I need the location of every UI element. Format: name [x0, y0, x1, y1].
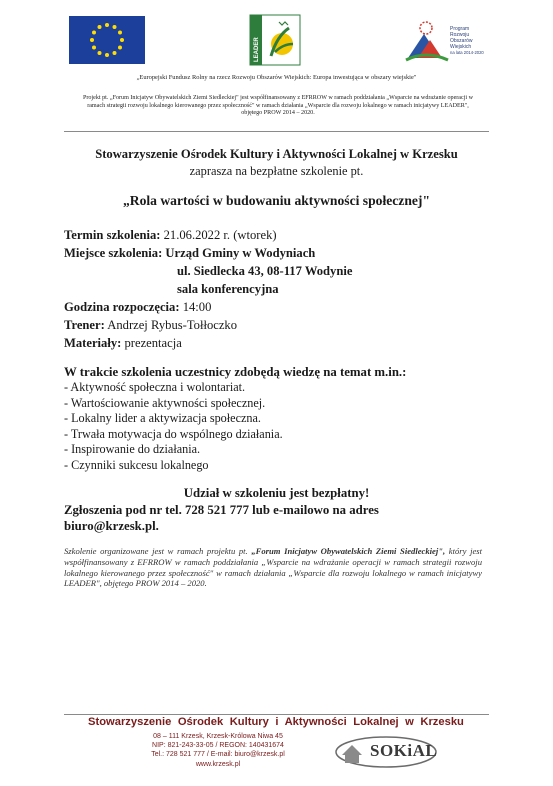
- training-place-value: Urząd Gminy w Wodyniach: [162, 246, 316, 260]
- sokial-logo-text: SOKiAL: [370, 741, 438, 760]
- list-item: - Wartościowanie aktywności społecznej.: [64, 395, 266, 410]
- training-room: sala konferencyjna: [177, 282, 279, 296]
- training-address: ul. Siedlecka 43, 08-117 Wodynie: [177, 264, 353, 278]
- materials-label: Materiały:: [64, 336, 122, 350]
- eu-star-icon: [113, 51, 117, 55]
- footer-organization: Stowarzyszenie Ośrodek Kultury i Aktywności Lokalnej w Krzesku: [88, 716, 464, 728]
- list-item: - Inspirowanie do działania.: [64, 442, 201, 457]
- signup-email-line: biuro@krzesk.pl.: [64, 519, 159, 533]
- start-time-label: Godzina rozpoczęcia:: [64, 300, 180, 314]
- training-place: [64, 246, 315, 261]
- prow-logo-line: Wiejskich: [450, 44, 472, 50]
- list-item: - Czynniki sukcesu lokalnego: [64, 457, 209, 472]
- materials-value: prezentacja: [121, 336, 182, 350]
- topics-list: [64, 380, 283, 474]
- start-time: [64, 300, 211, 315]
- header-divider: [64, 131, 489, 132]
- materials: [64, 336, 182, 351]
- training-date-label: Termin szkolenia:: [64, 228, 161, 242]
- trainer-value: Andrzej Rybus-Tołłoczko: [104, 318, 238, 332]
- eu-star-icon: [118, 46, 122, 50]
- eu-fund-caption: „Europejski Fundusz Rolny na rzecz Rozwoju Obszarów Wiejskich: Europa inwestująca w obszary wiejskie": [136, 74, 417, 81]
- footnote-project-name: „Forum Inicjatyw Obywatelskich Ziemi Siedleckiej",: [251, 546, 446, 556]
- eu-star-icon: [118, 31, 122, 35]
- topics-heading: W trakcie szkolenia uczestnicy zdobędą wiedzę na temat m.in.:: [64, 365, 407, 379]
- leader-logo: [249, 14, 301, 66]
- prow-logo-line: na lata 2014-2020: [450, 50, 484, 55]
- project-funding-note: Projekt pt. „Forum Inicjatyw Obywatelskich Ziemi Siedleckiej" jest współfinansowany z EFRROW w ramach poddziałania „Wsparcie na wdrażanie operacji w ramach strategii rozwoju lokalnego kierowanego przez społeczność" w ramach działania „Wsparcie dla rozwoju lokalnego w ramach inicjatywy LEADER", objętego PROW 2014 – 2020.: [82, 95, 474, 117]
- leader-logo-text: LEADER: [254, 37, 260, 62]
- list-item: - Trwała motywacja do wspólnego działania.: [64, 426, 283, 441]
- eu-star-icon: [98, 25, 102, 29]
- eu-star-icon: [120, 38, 124, 42]
- training-place-label: Miejsce szkolenia:: [64, 246, 163, 260]
- footer-address: 08 – 111 Krzesk, Krzesk-Królowa Niwa 45: [153, 733, 283, 740]
- invitation-line: zaprasza na bezpłatne szkolenie pt.: [189, 164, 364, 178]
- start-time-value: 14:00: [179, 300, 212, 314]
- prow-logo-line: Program: [450, 26, 470, 32]
- project-footnote: [64, 546, 482, 589]
- eu-star-icon: [92, 46, 96, 50]
- trainer-label: Trener:: [64, 318, 105, 332]
- footer-divider: [64, 714, 489, 715]
- organizer-title: Stowarzyszenie Ośrodek Kultury i Aktywności Lokalnej w Krzesku: [95, 147, 458, 161]
- free-participation-note: Udział w szkoleniu jest bezpłatny!: [183, 486, 370, 500]
- list-item: - Lokalny lider a aktywizacja społeczna.: [64, 411, 261, 426]
- footer-website: www.krzesk.pl: [195, 760, 241, 768]
- training-date: [64, 228, 277, 243]
- training-date-value: 21.06.2022 r. (wtorek): [160, 228, 277, 242]
- signup-line: Zgłoszenia pod nr tel. 728 521 777 lub e-mailowo na adres: [64, 503, 379, 517]
- prow-logo-line: Obszarów: [450, 38, 473, 44]
- footer-phone-email: Tel.: 728 521 777 / E-mail: biuro@krzesk.pl: [151, 751, 285, 759]
- list-item: - Aktywność społeczna i wolontariat.: [64, 380, 246, 394]
- footnote-part: który jest współfinansowany z EFRROW w ramach poddziałania „Wsparcie na wdrażanie operacji w ramach strategii rozwoju lokalnego kierowanego przez społeczność" w ramach działania „Wsparcie dla rozwoju lokalnego w ramach inicjatywy LEADER", objętego PROW 2014 – 2020.: [64, 546, 482, 589]
- training-title: „Rola wartości w budowaniu aktywności społecznej": [122, 193, 430, 208]
- eu-star-icon: [92, 31, 96, 35]
- eu-star-icon: [105, 53, 109, 57]
- footnote-part: Szkolenie organizowane jest w ramach projektu pt.: [64, 546, 252, 556]
- eu-star-icon: [98, 51, 102, 55]
- eu-star-icon: [90, 38, 94, 42]
- trainer: [64, 318, 237, 333]
- footer-ids: NIP: 821-243-33-05 / REGON: 140431674: [152, 742, 284, 750]
- prow-logo: [404, 12, 490, 68]
- eu-flag-logo: [69, 16, 145, 64]
- prow-logo-line: Rozwoju: [450, 32, 470, 38]
- footer-contact: [118, 732, 318, 769]
- eu-star-icon: [113, 25, 117, 29]
- eu-star-icon: [105, 23, 109, 27]
- signup-info: [64, 502, 379, 534]
